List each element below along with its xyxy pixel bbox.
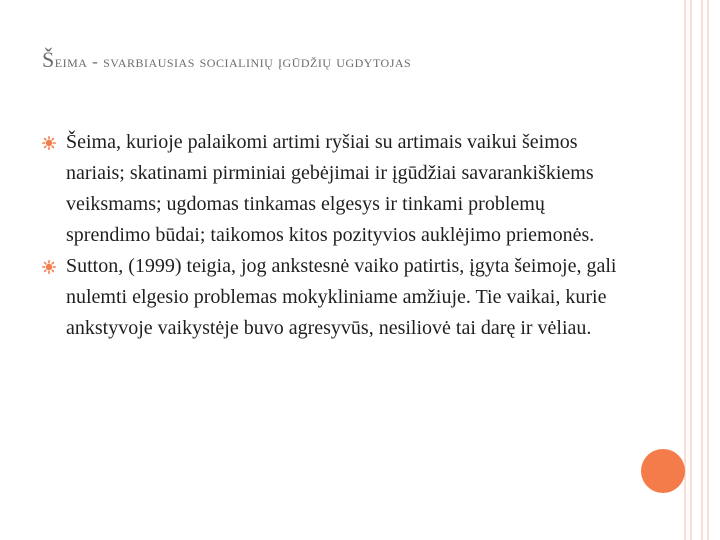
bullet-list (42, 127, 632, 344)
bullet-text: Šeima, kurioje palaikomi artimi ryšiai su artimais vaikui šeimos nariais; skatinami pirminiai gebėjimai ir įgūdžiai savarankiškiems veiksmams; ugdomas tinkamas elgesys ir tinkami problemų sprendimo būdai; taikomos kitos pozityvios auklėjimo priemonės. (66, 131, 595, 246)
list-item (42, 251, 632, 344)
decorative-orange-circle (641, 449, 685, 493)
bullet-text: Sutton, (1999) teigia, jog ankstesnė vaiko patirtis, įgyta šeimoje, gali nulemti elgesio problemas mokykliniame amžiuje. Tie vaikai, kurie ankstyvoje vaikystėje buvo agresyvūs, nesiliovė tai darę ir vėliau. (66, 255, 617, 339)
sun-bullet-icon (42, 136, 56, 150)
slide-title (42, 40, 602, 82)
slide-title-initial: Š (42, 47, 55, 72)
list-item (42, 127, 632, 251)
sun-bullet-icon (42, 260, 56, 274)
slide-title-rest: eima - svarbiausias socialinių įgūdžių ugdytojas (54, 52, 412, 71)
